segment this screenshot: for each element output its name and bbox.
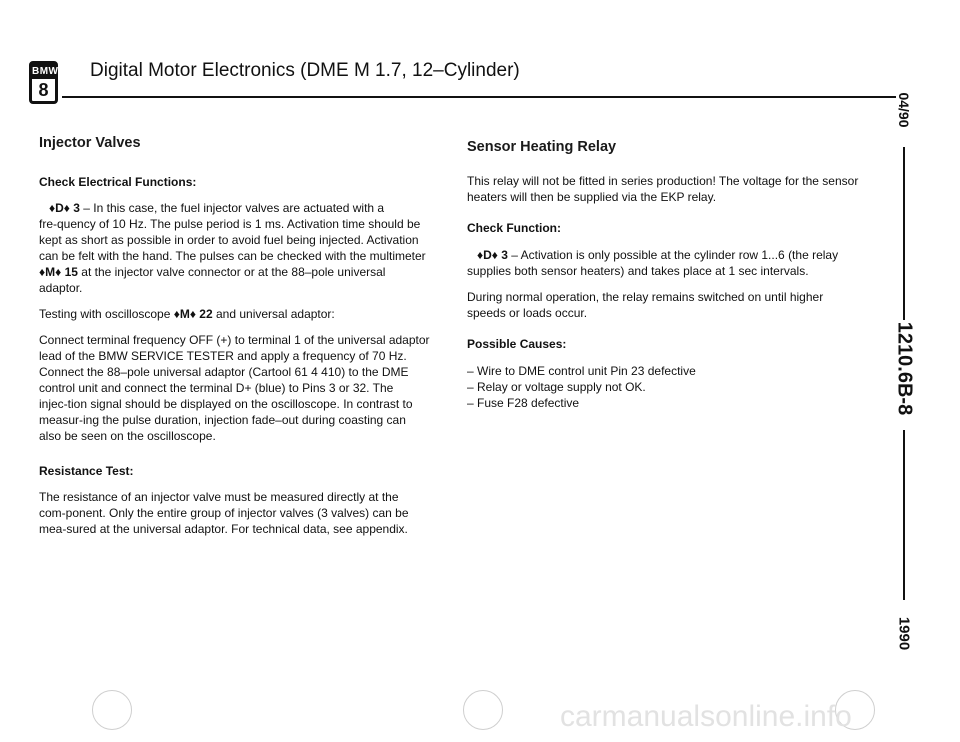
relay-intro: This relay will not be fitted in series production! The voltage for the sensor heaters will then be supplied via the EKP relay. bbox=[467, 174, 859, 204]
section-title-injector-valves: Injector Valves bbox=[39, 135, 141, 151]
electrical-text-1: – In this case, the fuel injector valves are actuated with a fre‑quency of 10 Hz. The pulse period is 1 ms. Activation time should be kept as short as possible in order to avoid fuel being injected. Activation can be felt with the hand. The pulses can be checked with the multimeter bbox=[39, 201, 426, 263]
header-divider bbox=[62, 96, 896, 98]
check-function-paragraph bbox=[467, 247, 859, 279]
resistance-paragraph: The resistance of an injector valve must be measured directly at the com‑ponent. Only the entire group of injector valves (3 valves) can be mea‑sured at the universal adaptor. For technical data, see appendix. bbox=[39, 490, 409, 536]
normal-operation-paragraph: During normal operation, the relay remains switched on until higher speeds or loads occur. bbox=[467, 290, 824, 320]
oscilloscope-text-2: and universal adaptor: bbox=[212, 307, 335, 321]
electrical-text-2: at the injector valve connector or at the 88–pole universal adaptor. bbox=[39, 265, 386, 295]
electrical-paragraph-3: Connect terminal frequency OFF (+) to terminal 1 of the universal adaptor lead of the BMW SERVICE TESTER and apply a frequency of 70 Hz. Connect the 88–pole universal adaptor (Cartool 61 4 410) to the DME control unit and connect the terminal D+ (blue) to Pins 3 or 32. The injec‑tion signal should be displayed on the oscilloscope. In contrast to measur‑ing the pulse duration, injection fade–out during coasting can also be seen on the oscilloscope. bbox=[39, 333, 430, 443]
resistance-test-heading: Resistance Test: bbox=[39, 464, 134, 478]
list-item: – Relay or voltage supply not OK. bbox=[467, 380, 646, 394]
multimeter-symbol: ♦M♦ 15 bbox=[39, 265, 78, 279]
injector-valves-section bbox=[39, 135, 431, 547]
margin-divider-top bbox=[903, 147, 905, 320]
possible-causes-heading: Possible Causes: bbox=[467, 337, 567, 351]
electrical-paragraph-1 bbox=[39, 200, 431, 296]
date-reference: 04/90 bbox=[896, 92, 912, 128]
bmw-8-logo bbox=[29, 61, 58, 104]
check-function-text: – Activation is only possible at the cylinder row 1...6 (the relay supplies both sensor heaters) and takes place at 1 sec intervals. bbox=[467, 248, 839, 278]
diagnosis-symbol: ♦D♦ 3 bbox=[49, 201, 80, 215]
list-item: – Fuse F28 defective bbox=[467, 396, 580, 410]
year-reference: 1990 bbox=[895, 616, 913, 651]
check-electrical-heading: Check Electrical Functions: bbox=[39, 175, 197, 189]
punch-hole-circle bbox=[92, 690, 132, 730]
sensor-heating-relay-section bbox=[467, 139, 859, 411]
page-reference: 1210.6B-8 bbox=[893, 321, 916, 416]
oscilloscope-symbol: ♦M♦ 22 bbox=[173, 307, 213, 321]
punch-hole-circle bbox=[463, 690, 503, 730]
page-header-title: Digital Motor Electronics (DME M 1.7, 12–Cylinder) bbox=[90, 60, 520, 81]
electrical-paragraph-2 bbox=[39, 306, 431, 322]
check-function-heading: Check Function: bbox=[467, 221, 562, 235]
possible-causes-list bbox=[467, 363, 859, 411]
section-title-sensor-heating-relay: Sensor Heating Relay bbox=[467, 139, 617, 155]
list-item: – Wire to DME control unit Pin 23 defective bbox=[467, 364, 696, 378]
margin-divider-bottom bbox=[903, 430, 905, 600]
logo-model: 8 bbox=[38, 80, 49, 100]
oscilloscope-text: Testing with oscilloscope bbox=[39, 307, 174, 321]
diagnosis-symbol: ♦D♦ 3 bbox=[477, 248, 508, 262]
watermark: carmanualsonline.info bbox=[560, 700, 852, 733]
logo-brand: BMW bbox=[32, 66, 59, 77]
